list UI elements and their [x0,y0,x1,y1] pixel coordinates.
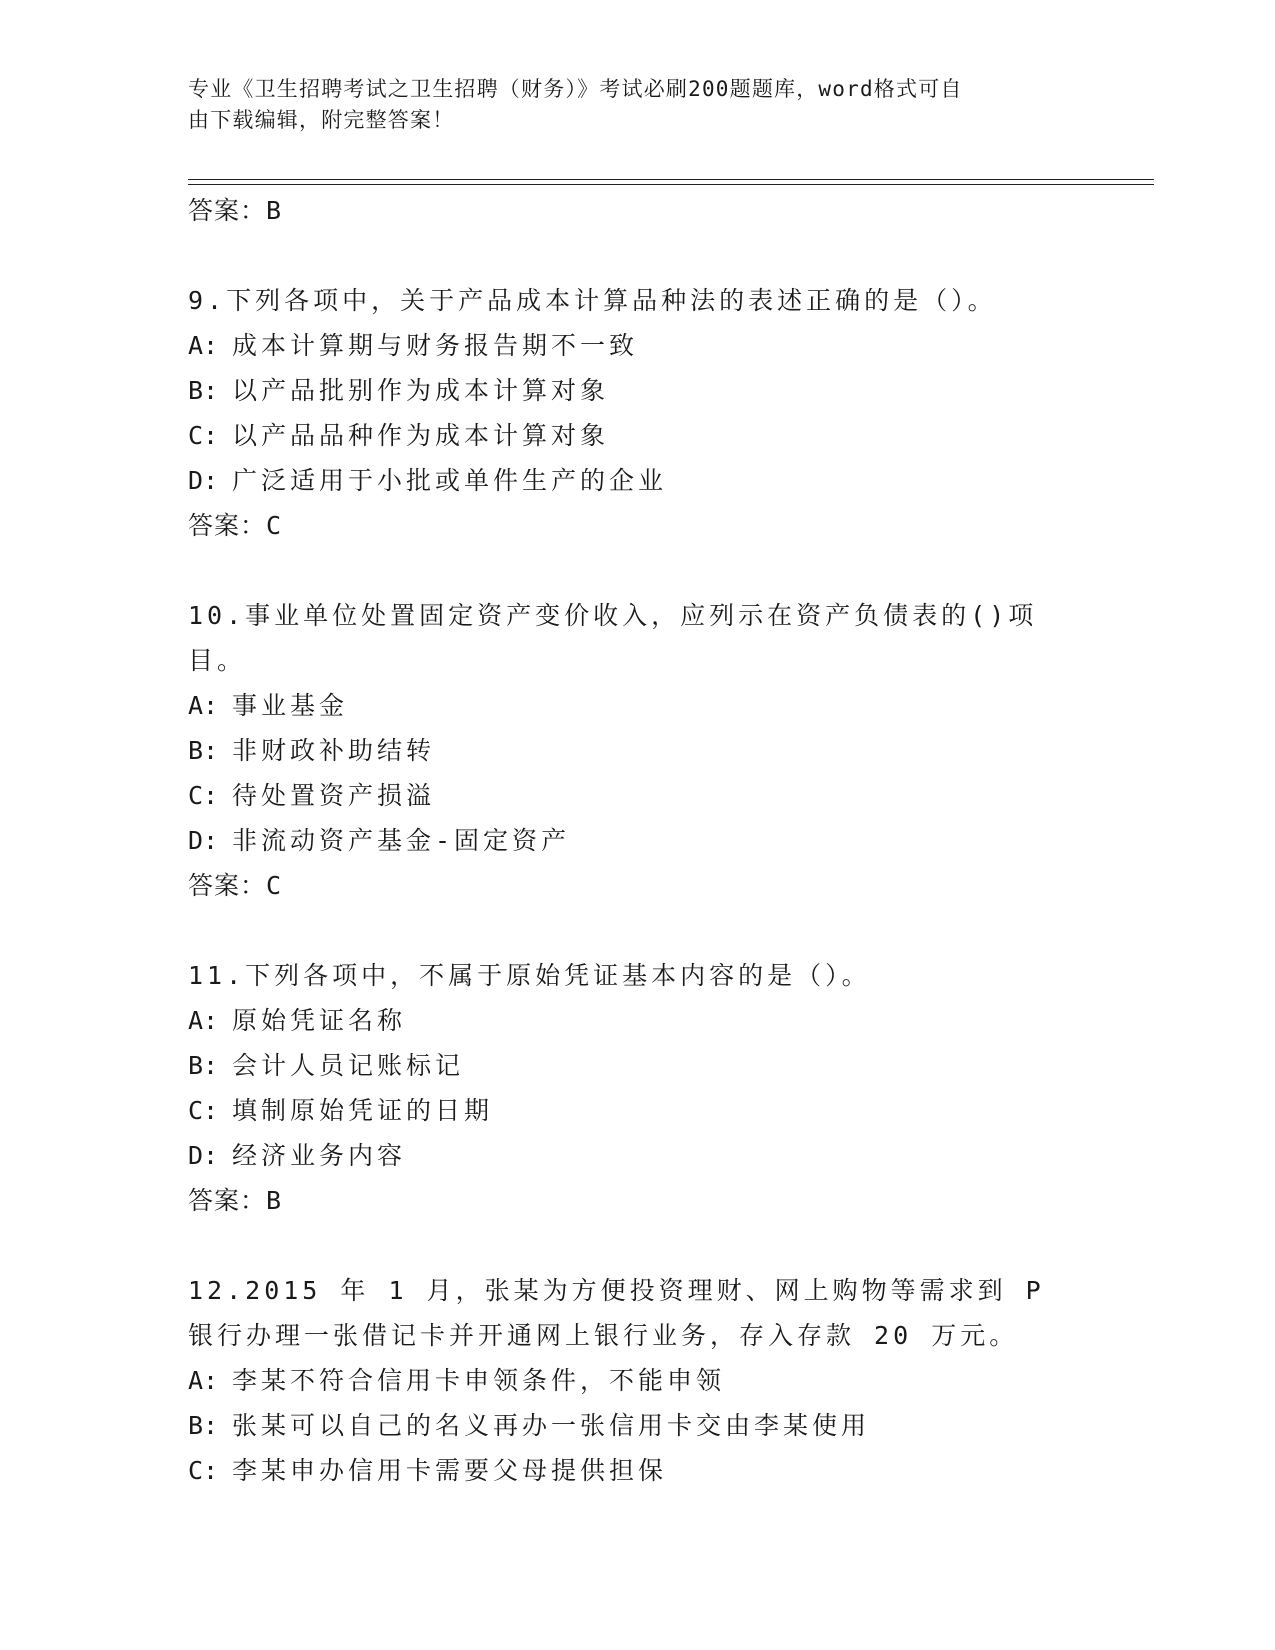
answer-line: 答案：B [188,1186,283,1215]
option-letter: C: [188,781,219,810]
option-d [188,1133,1088,1178]
document-header [188,74,1068,136]
option-letter: A: [188,1366,219,1395]
option-text: 成本计算期与财务报告期不一致 [232,331,639,360]
option-text: 以产品批别作为成本计算对象 [232,376,610,405]
option-letter: A: [188,1006,219,1035]
question-10 [188,593,1088,908]
option-a [188,998,1088,1043]
option-letter: D: [188,826,219,855]
header-line-2: 由下载编辑，附完整答案！ [188,108,455,132]
option-a [188,683,1088,728]
answer-line: 答案：C [188,871,283,900]
question-list [188,188,1088,1493]
option-text: 张某可以自己的名义再办一张信用卡交由李某使用 [232,1411,871,1440]
header-divider-thick [188,179,1154,180]
option-c [188,1448,1088,1493]
option-text: 广泛适用于小批或单件生产的企业 [232,466,668,495]
option-letter: D: [188,1141,219,1170]
option-letter: B: [188,736,219,765]
previous-answer: 答案：B [188,196,283,225]
answer-line: 答案：C [188,511,283,540]
option-d [188,818,1088,863]
option-text: 经济业务内容 [232,1141,407,1170]
option-letter: C: [188,1456,219,1485]
option-letter: B: [188,1051,219,1080]
question-stem: 11.下列各项中，不属于原始凭证基本内容的是（）。 [188,961,871,990]
question-stem: 9.下列各项中，关于产品成本计算品种法的表述正确的是（）。 [188,286,997,315]
question-stem: 12.2015 年 1 月，张某为方便投资理财、网上购物等需求到 P 银行办理一张借记卡并开通网上银行业务，存入存款 20 万元。 [188,1276,1045,1350]
option-a [188,1358,1088,1403]
option-text: 非财政补助结转 [232,736,436,765]
option-letter: C: [188,1096,219,1125]
option-text: 待处置资产损溢 [232,781,436,810]
header-line-1: 专业《卫生招聘考试之卫生招聘（财务）》考试必刷200题题库，word格式可自 [188,77,963,101]
option-text: 会计人员记账标记 [232,1051,465,1080]
header-divider-thin [188,184,1154,185]
option-text: 原始凭证名称 [232,1006,407,1035]
option-c [188,773,1088,818]
option-d [188,458,1088,503]
option-b [188,1043,1088,1088]
option-text: 李某申办信用卡需要父母提供担保 [232,1456,668,1485]
option-c [188,413,1088,458]
question-stem: 10.事业单位处置固定资产变价收入，应列示在资产负债表的()项目。 [188,601,1038,675]
option-letter: A: [188,691,219,720]
option-letter: A: [188,331,219,360]
option-a [188,323,1088,368]
option-letter: C: [188,421,219,450]
option-letter: B: [188,376,219,405]
option-text: 填制原始凭证的日期 [232,1096,494,1125]
question-11 [188,953,1088,1223]
option-b [188,368,1088,413]
option-letter: D: [188,466,219,495]
option-b [188,1403,1088,1448]
option-text: 李某不符合信用卡申领条件，不能申领 [232,1366,726,1395]
option-b [188,728,1088,773]
option-letter: B: [188,1411,219,1440]
option-text: 以产品品种作为成本计算对象 [232,421,610,450]
question-9 [188,278,1088,548]
option-text: 事业基金 [232,691,349,720]
option-c [188,1088,1088,1133]
question-12 [188,1268,1088,1493]
option-text: 非流动资产基金-固定资产 [232,826,571,855]
